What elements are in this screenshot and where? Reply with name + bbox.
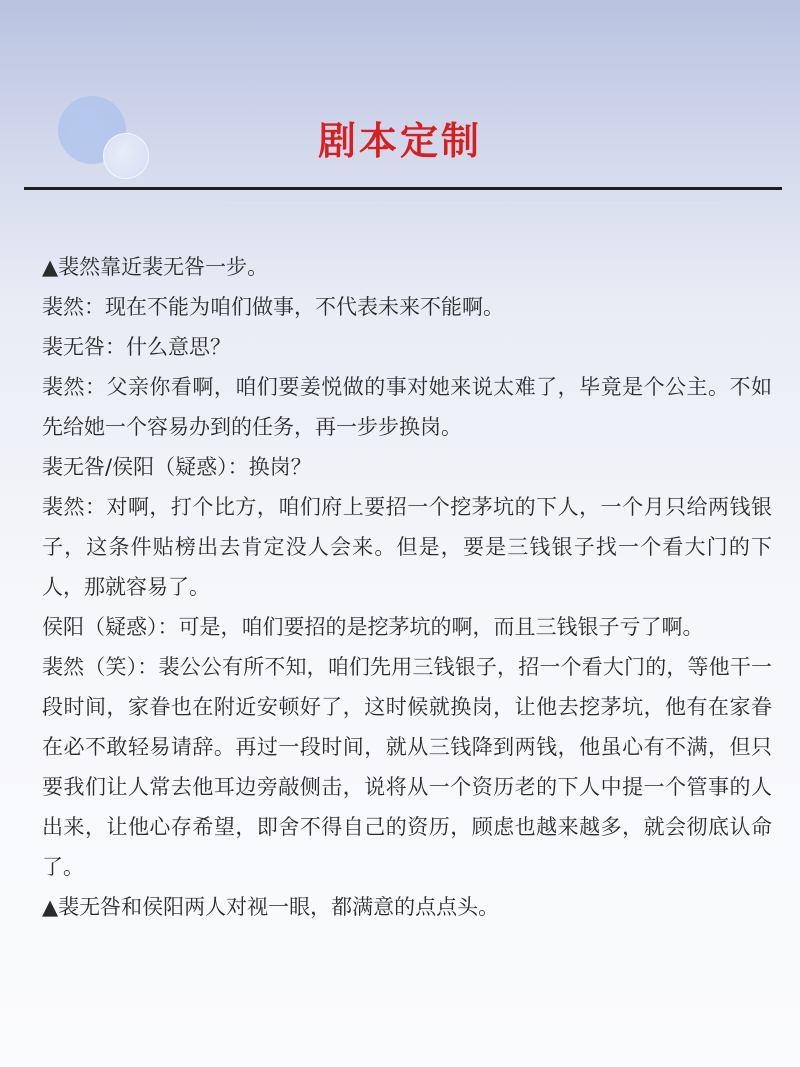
script-line-dialogue: 裴然：对啊，打个比方，咱们府上要招一个挖茅坑的下人，一个月只给两钱银子，这条件贴榜出去肯定没人会来。但是，要是三钱银子找一个看大门的下人，那就容易了。 [42,495,772,599]
title-subdivider [228,202,720,204]
script-line-dialogue: 裴无咎：什么意思？ [42,335,231,359]
script-body [42,247,772,927]
script-line-dialogue: 裴然：父亲你看啊，咱们要姜悦做的事对她来说太难了，毕竟是个公主。不如先给她一个容易办到的任务，再一步步换岗。 [42,375,772,439]
script-line-dialogue: 裴然（笑）：裴公公有所不知，咱们先用三钱银子，招一个看大门的，等他干一段时间，家眷也在附近安顿好了，这时候就换岗，让他去挖茅坑，他有在家眷在必不敢轻易请辞。再过一段时间，就从三钱降到两钱，他虽心有不满，但只要我们让人常去他耳边旁敲侧击，说将从一个资历老的下人中提一个管事的人出来，让他心存希望，即舍不得自己的资历，顾虑也越来越多，就会彻底认命了。 [42,655,772,879]
script-line-dialogue: 裴然：现在不能为咱们做事，不代表未来不能啊。 [42,295,504,319]
script-line-dialogue: 侯阳（疑惑）：可是，咱们要招的是挖茅坑的啊，而且三钱银子亏了啊。 [42,615,704,639]
script-line-dialogue: 裴无咎/侯阳（疑惑）：换岗？ [42,455,312,479]
script-line-stage-direction: ▲裴无咎和侯阳两人对视一眼，都满意的点点头。 [42,895,500,919]
page-title: 剧本定制 [317,119,482,163]
title-divider [24,187,782,190]
script-line-stage-direction: ▲裴然靠近裴无咎一步。 [42,255,269,279]
